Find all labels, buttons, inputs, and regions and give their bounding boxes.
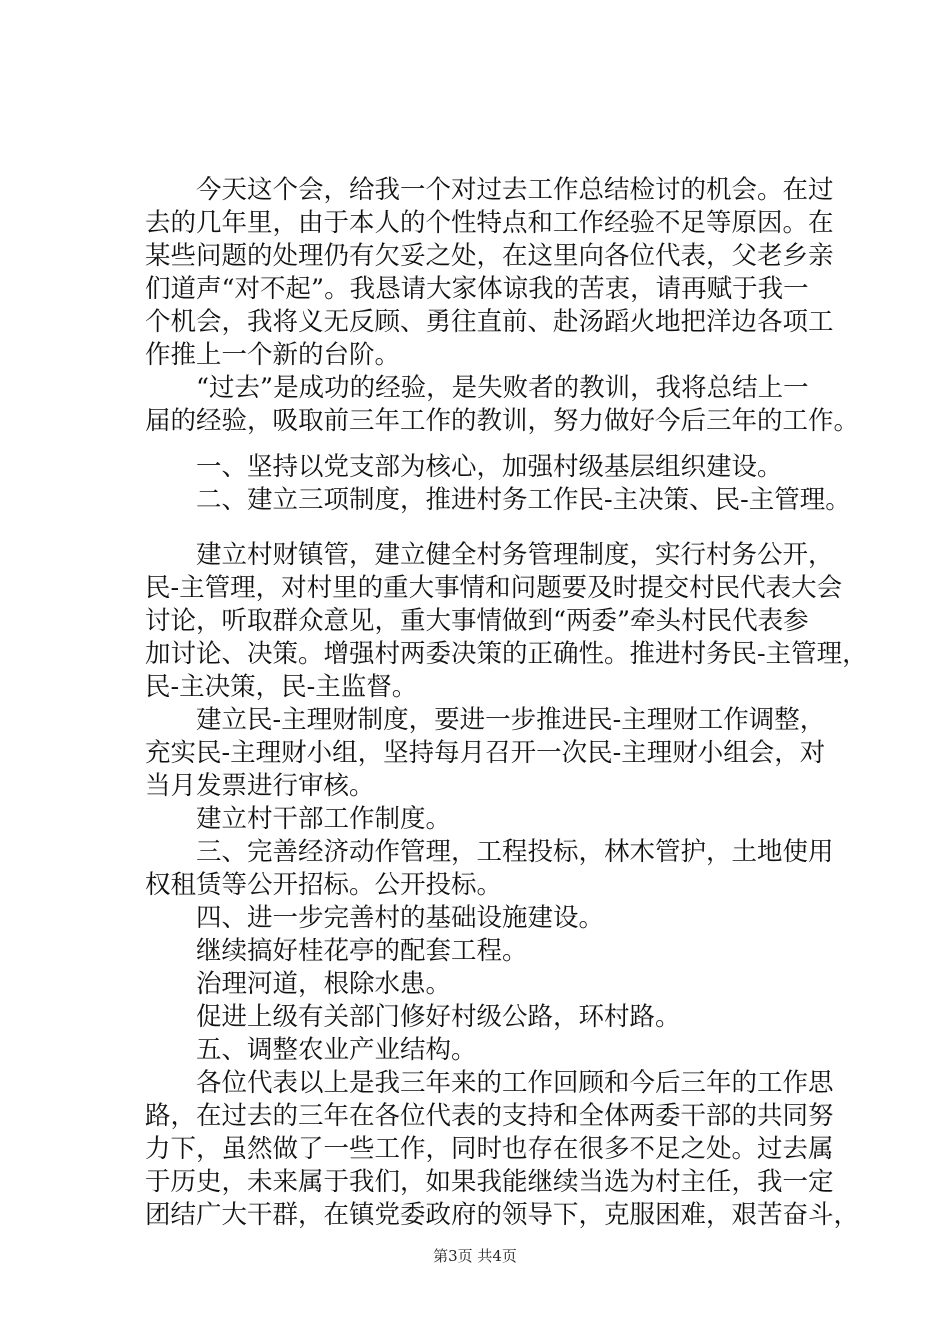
- text-line: 一、坚持以党支部为核心，加强村级基层组织建设。: [145, 452, 783, 482]
- text-line: 当月发票进行审核。: [145, 771, 375, 801]
- text-line: 届的经验，吸取前三年工作的教训，努力做好今后三年的工作。: [145, 406, 860, 436]
- text-line: 于历史，未来属于我们，如果我能继续当选为村主任，我一定: [145, 1167, 834, 1197]
- text-line: 各位代表以上是我三年来的工作回顾和今后三年的工作思: [145, 1068, 834, 1098]
- text-line: 团结广大干群，在镇党委政府的领导下，克服困难，艰苦奋斗，: [145, 1200, 860, 1230]
- text-line: 路，在过去的三年在各位代表的支持和全体两委干部的共同努: [145, 1101, 834, 1131]
- text-line: 建立村干部工作制度。: [145, 804, 452, 834]
- page-number-footer: 第3页 共4页: [433, 1247, 517, 1265]
- text-line: 建立民-主理财制度，要进一步推进民-主理财工作调整，: [145, 705, 826, 735]
- text-line: 二、建立三项制度，推进村务工作民-主决策、民-主管理。: [145, 485, 851, 515]
- text-line: 力下，虽然做了一些工作，同时也存在很多不足之处。过去属: [145, 1134, 834, 1164]
- text-line: 某些问题的处理仍有欠妥之处，在这里向各位代表，父老乡亲: [145, 241, 834, 271]
- text-line: 权租赁等公开招标。公开投标。: [145, 870, 503, 900]
- text-line: 五、调整农业产业结构。: [145, 1035, 477, 1065]
- text-line: 民-主管理，对村里的重大事情和问题要及时提交村民代表大会: [145, 573, 843, 603]
- text-line: 们道声“对不起”。我恳请大家体谅我的苦衷，请再赋于我一: [145, 274, 809, 304]
- text-line: 个机会，我将义无反顾、勇往直前、赴汤蹈火地把洋边各项工: [145, 307, 834, 337]
- text-line: 民-主决策，民-主监督。: [145, 672, 418, 702]
- text-line: 四、进一步完善村的基础设施建设。: [145, 903, 605, 933]
- text-line: 充实民-主理财小组，坚持每月召开一次民-主理财小组会，对: [145, 738, 826, 768]
- text-line: 继续搞好桂花亭的配套工程。: [145, 936, 528, 966]
- text-line: 三、完善经济动作管理，工程投标，林木管护，土地使用: [145, 837, 834, 867]
- text-line: 建立村财镇管，建立健全村务管理制度，实行村务公开，: [145, 540, 834, 570]
- text-line: “过去”是成功的经验，是失败者的教训，我将总结上一: [145, 373, 809, 403]
- text-line: 作推上一个新的台阶。: [145, 340, 401, 370]
- text-line: 加讨论、决策。增强村两委决策的正确性。推进村务民-主管理，: [145, 639, 868, 669]
- text-line: 讨论，听取群众意见，重大事情做到“两委”牵头村民代表参: [145, 606, 809, 636]
- text-line: 去的几年里，由于本人的个性特点和工作经验不足等原因。在: [145, 208, 834, 238]
- text-line: 促进上级有关部门修好村级公路，环村路。: [145, 1002, 681, 1032]
- text-line: 治理河道，根除水患。: [145, 969, 452, 999]
- text-line: 今天这个会，给我一个对过去工作总结检讨的机会。在过: [145, 175, 834, 205]
